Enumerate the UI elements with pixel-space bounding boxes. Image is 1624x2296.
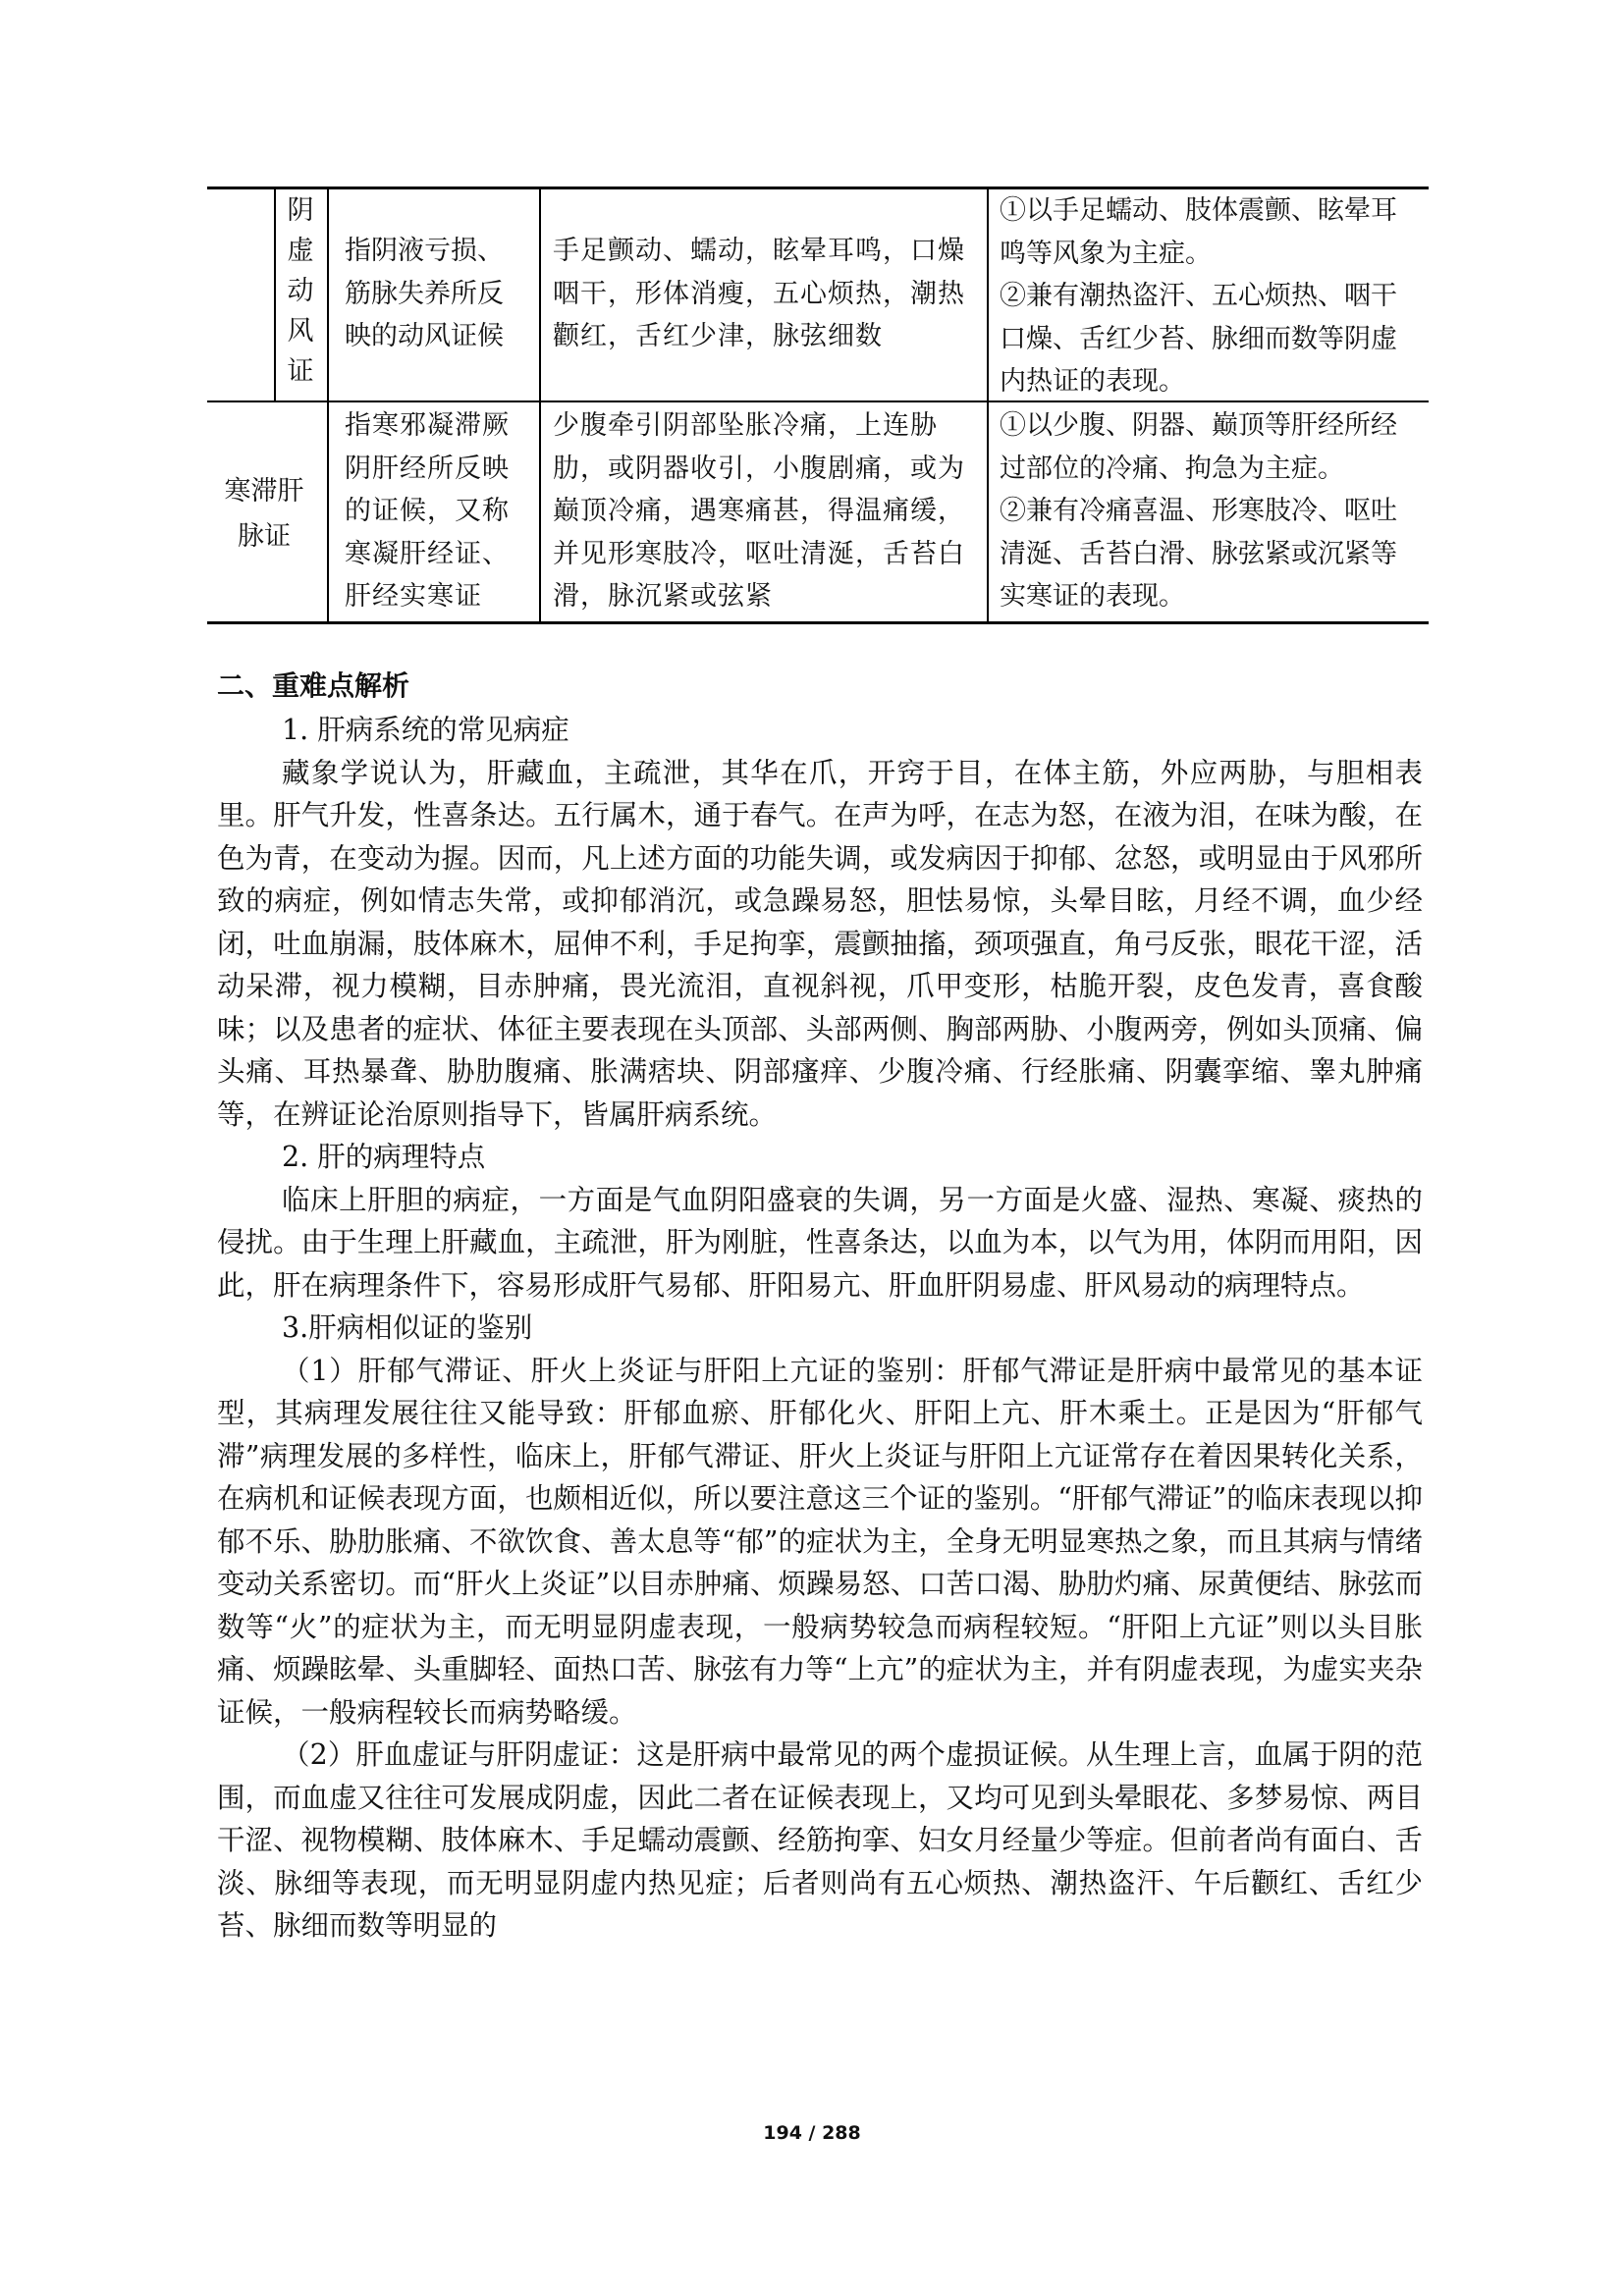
table-col-line — [274, 187, 276, 400]
definition-text: 指寒邪凝滞厥阴肝经所反映的证候，又称寒凝肝经证、肝经实寒证 — [345, 410, 510, 612]
key-points-cell — [1000, 189, 1420, 403]
symptoms-text: 手足颤动、蠕动，眩晕耳鸣，口燥咽干，形体消瘦，五心烦热，潮热颧红，舌红少津，脉弦细数 — [553, 236, 965, 351]
key-point: ①以少腹、阴器、巅顶等肝经所经过部位的冷痛、拘急为主症。 — [1000, 410, 1397, 484]
syndrome-name-cell — [217, 469, 311, 560]
section-heading: 二、重难点解析 — [217, 669, 410, 702]
body-paragraph: 临床上肝胆的病症，一方面是气血阴阳盛衰的失调，另一方面是火盛、湿热、寒凝、痰热的侵扰。由于生理上肝藏血，主疏泄，肝为刚脏，性喜条达，以血为本，以气为用，体阴而用阳，因此，肝在病理条件下，容易形成肝气易郁、肝阳易亢、肝血肝阴易虚、肝风易动的病理特点。 — [217, 1183, 1423, 1302]
table-bottom-rule — [207, 621, 1429, 624]
definition-cell — [345, 230, 525, 358]
page-number: 194 / 288 — [763, 2122, 861, 2144]
symptoms-cell — [553, 230, 975, 358]
key-point: ②兼有冷痛喜温、形寒肢冷、呕吐清涎、舌苔白滑、脉弦紧或沉紧等实寒证的表现。 — [1000, 496, 1397, 612]
name-char: 风 — [287, 316, 314, 347]
subsection-title: 2. 肝的病理特点 — [282, 1141, 486, 1173]
body-paragraph: （1）肝郁气滞证、肝火上炎证与肝阳上亢证的鉴别：肝郁气滞证是肝病中最常见的基本证型，其病理发展往往又能导致：肝郁血瘀、肝郁化火、肝阳上亢、肝木乘土。正是因为“肝郁气滞”病理发展的多样性，临床上，肝郁气滞证、肝火上炎证与肝阳上亢证常存在着因果转化关系，在病机和证候表现方面，也颇相近似，所以要注意这三个证的鉴别。“肝郁气滞证”的临床表现以抑郁不乐、胁肋胀痛、不欲饮食、善太息等“郁”的症状为主，全身无明显寒热之象，而且其病与情绪变动关系密切。而“肝火上炎证”以目赤肿痛、烦躁易怒、口苦口渴、胁肋灼痛、尿黄便结、脉弦而数等“火”的症状为主，而无明显阴虚表现，一般病势较急而病程较短。“肝阳上亢证”则以头目胀痛、烦躁眩晕、头重脚轻、面热口苦、脉弦有力等“上亢”的症状为主，并有阴虚表现，为虚实夹杂证候，一般病程较长而病势略缓。 — [217, 1354, 1423, 1729]
syndrome-name: 寒滞肝脉证 — [224, 476, 304, 552]
subsection-title: 3.肝病相似证的鉴别 — [282, 1311, 533, 1344]
name-char: 阴 — [287, 195, 314, 226]
key-points-cell — [1000, 404, 1420, 618]
table-col-line — [327, 187, 329, 624]
body-paragraph: 藏象学说认为，肝藏血，主疏泄，其华在爪，开窍于目，在体主筋，外应两胁，与胆相表里。肝气升发，性喜条达。五行属木，通于春气。在声为呼，在志为怒，在液为泪，在味为酸，在色为青，在变动为握。因而，凡上述方面的功能失调，或发病因于抑郁、忿怒，或明显由于风邪所致的病症，例如情志失常，或抑郁消沉，或急躁易怒，胆怯易惊，头晕目眩，月经不调，血少经闭，吐血崩漏，肢体麻木，屈伸不利，手足拘挛，震颤抽搐，颈项强直，角弓反张，眼花干涩，活动呆滞，视力模糊，目赤肿痛，畏光流泪，直视斜视，爪甲变形，枯脆开裂，皮色发青，喜食酸味；以及患者的症状、体征主要表现在头顶部、头部两侧、胸部两胁、小腹两旁，例如头顶痛、偏头痛、耳热暴聋、胁肋腹痛、胀满痞块、阴部瘙痒、少腹冷痛、行经胀痛、阴囊挛缩、睾丸肿痛等，在辨证论治原则指导下，皆属肝病系统。 — [217, 756, 1423, 1131]
syndrome-name-vertical — [283, 190, 318, 392]
table-col-line — [539, 187, 541, 624]
syndrome-table — [207, 187, 1429, 624]
name-char: 证 — [287, 356, 314, 387]
symptoms-cell — [553, 404, 975, 618]
name-char: 虚 — [287, 236, 314, 266]
definition-cell — [345, 404, 525, 618]
subsection-title: 1. 肝病系统的常见病症 — [282, 714, 569, 746]
table-col-line — [987, 187, 989, 624]
name-char: 动 — [287, 276, 314, 306]
analysis-section — [217, 664, 1423, 1948]
key-point: ②兼有潮热盗汗、五心烦热、咽干口燥、舌红少苔、脉细而数等阴虚内热证的表现。 — [1000, 281, 1397, 397]
body-paragraph: （2）肝血虚证与肝阴虚证：这是肝病中最常见的两个虚损证候。从生理上言，血属于阴的范围，而血虚又往往可发展成阴虚，因此二者在证候表现上，又均可见到头晕眼花、多梦易惊、两目干涩、视物模糊、肢体麻木、手足蠕动震颤、经筋拘挛、妇女月经量少等症。但前者尚有面白、舌淡、脉细等表现，而无明显阴虚内热见症；后者则尚有五心烦热、潮热盗汗、午后颧红、舌红少苔、脉细而数等明显的 — [217, 1738, 1423, 1942]
symptoms-text: 少腹牵引阴部坠胀冷痛，上连胁肋，或阴器收引，小腹剧痛，或为巅顶冷痛，遇寒痛甚，得温痛缓，并见形寒肢冷，呕吐清涎，舌苔白滑，脉沉紧或弦紧 — [553, 410, 965, 612]
key-point: ①以手足蠕动、肢体震颤、眩晕耳鸣等风象为主症。 — [1000, 195, 1397, 269]
definition-text: 指阴液亏损、筋脉失养所反映的动风证候 — [345, 236, 504, 351]
